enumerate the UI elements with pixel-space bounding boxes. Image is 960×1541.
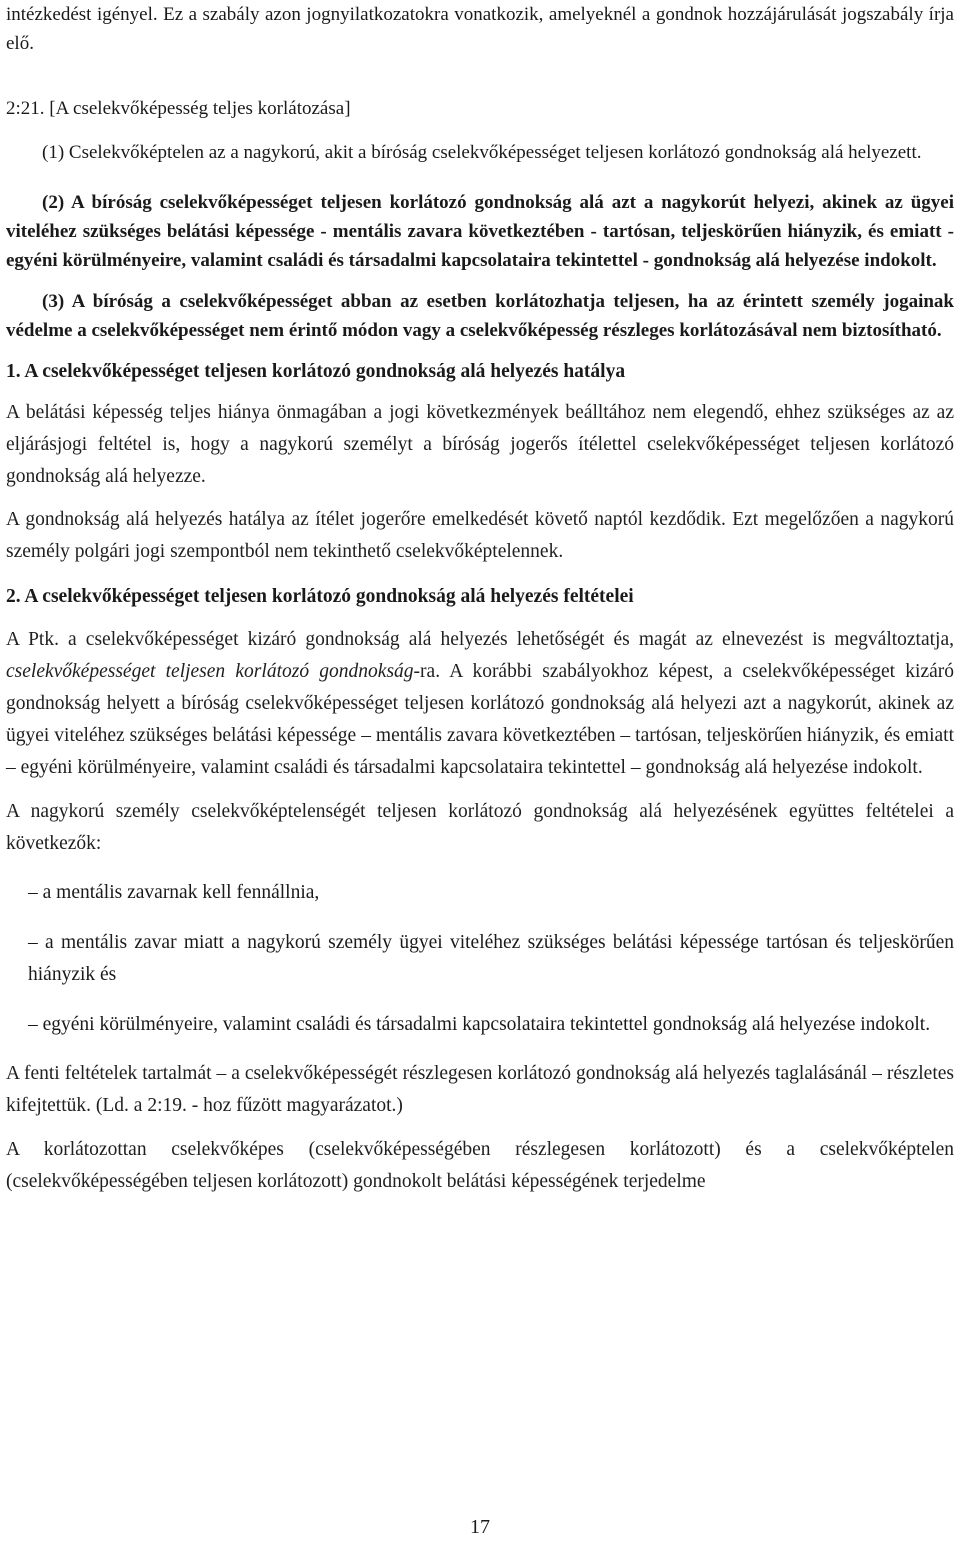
paragraph-3: (3) A bíróság a cselekvőképességet abban az esetben korlátozhatja teljesen, ha az érintett személy jogainak védelme a cselekvőképességet nem érintő módon vagy a cselekvőképesség részleges korlátozásával nem biztosítható. <box>6 291 954 341</box>
document-page <box>6 0 954 1198</box>
text-4: A nagykorú személy cselekvőképtelenségét teljesen korlátozó gondnokság alá helyezésének együttes feltételei a következők: <box>6 801 954 854</box>
text-2: A gondnokság alá helyezés hatálya az ítélet jogerőre emelkedését követő naptól kezdődik. Ezt megelőzően a nagykorú személy polgári jogi szempontból nem tekinthető cselekvőképtelennek. <box>6 509 954 562</box>
text-5: A fenti feltételek tartalmát – a cselekvőképességét részlegesen korlátozó gondnokság alá helyezés taglalásánál – részletes kifejtettük. (Ld. a 2:19. - hoz fűzött magyarázatot.) <box>6 1063 954 1116</box>
text-3-start: A Ptk. a cselekvőképességet kizáró gondnokság alá helyezés lehetőségét és magát az elnevezést is megváltoztatja, <box>6 629 954 650</box>
page-number: 17 <box>470 1516 490 1538</box>
heading-1: 1. A cselekvőképességet teljesen korlátozó gondnokság alá helyezés hatálya <box>6 361 626 382</box>
section-heading: 2:21. [A cselekvőképesség teljes korlátozása] <box>6 98 351 119</box>
list-item-3: – egyéni körülményeire, valamint családi és társadalmi kapcsolataira tekintettel gondnokság alá helyezése indokolt. <box>28 1014 931 1035</box>
paragraph-2: (2) A bíróság cselekvőképességet teljesen korlátozó gondnokság alá azt a nagykorút helyezi, akinek az ügyei viteléhez szükséges belátási képessége - mentális zavara következtében - tartósan, teljeskörűen hiányzik, és emiatt - egyéni körülményeire, valamint családi és társadalmi kapcsolataira tekintettel - gondnokság alá helyezése indokolt. <box>6 192 954 271</box>
list-item-2: – a mentális zavar miatt a nagykorú személy ügyei viteléhez szükséges belátási képessége tartósan és teljeskörűen hiányzik és <box>28 932 954 985</box>
paragraph-1: (1) Cselekvőképtelen az a nagykorú, akit a bíróság cselekvőképességet teljesen korlátozó gondnokság alá helyezett. <box>42 142 922 163</box>
list-item-1: – a mentális zavarnak kell fennállnia, <box>28 882 320 903</box>
text-6: A korlátozottan cselekvőképes (cselekvőképességében részlegesen korlátozott) és a cselekvőképtelen (cselekvőképességében teljesen korlátozott) gondnokolt belátási képességének terjedelme <box>6 1139 954 1192</box>
paragraph-top: intézkedést igényel. Ez a szabály azon jognyilatkozatokra vonatkozik, amelyeknél a gondnok hozzájárulását jogszabály írja elő. <box>6 4 954 54</box>
heading-2: 2. A cselekvőképességet teljesen korlátozó gondnokság alá helyezés feltételei <box>6 586 634 607</box>
text-1: A belátási képesség teljes hiánya önmagában a jogi következmények beálltához nem elegendő, ehhez szükséges az az eljárásjogi feltétel is, hogy a nagykorú személyt a bíróság jogerős ítélettel cselekvőképességet teljesen korlátozó gondnokság alá helyezze. <box>6 402 954 487</box>
text-3-end: -ra. A korábbi szabályokhoz képest, a cselekvőképességet kizáró gondnokság helyett a bíróság cselekvőképességet teljesen korlátozó gondnokság alá helyezi azt a nagykorút, akinek az ügyei viteléhez szükséges belátási képessége – mentális zavara következtében – tartósan, teljeskörűen hiányzik, és emiatt – egyéni körülményeire, valamint családi és társadalmi kapcsolataira tekintettel – gondnokság alá helyezése indokolt. <box>6 661 954 778</box>
text-3-italic: cselekvőképességet teljesen korlátozó gondnokság <box>6 661 414 682</box>
text-3 <box>6 624 954 784</box>
